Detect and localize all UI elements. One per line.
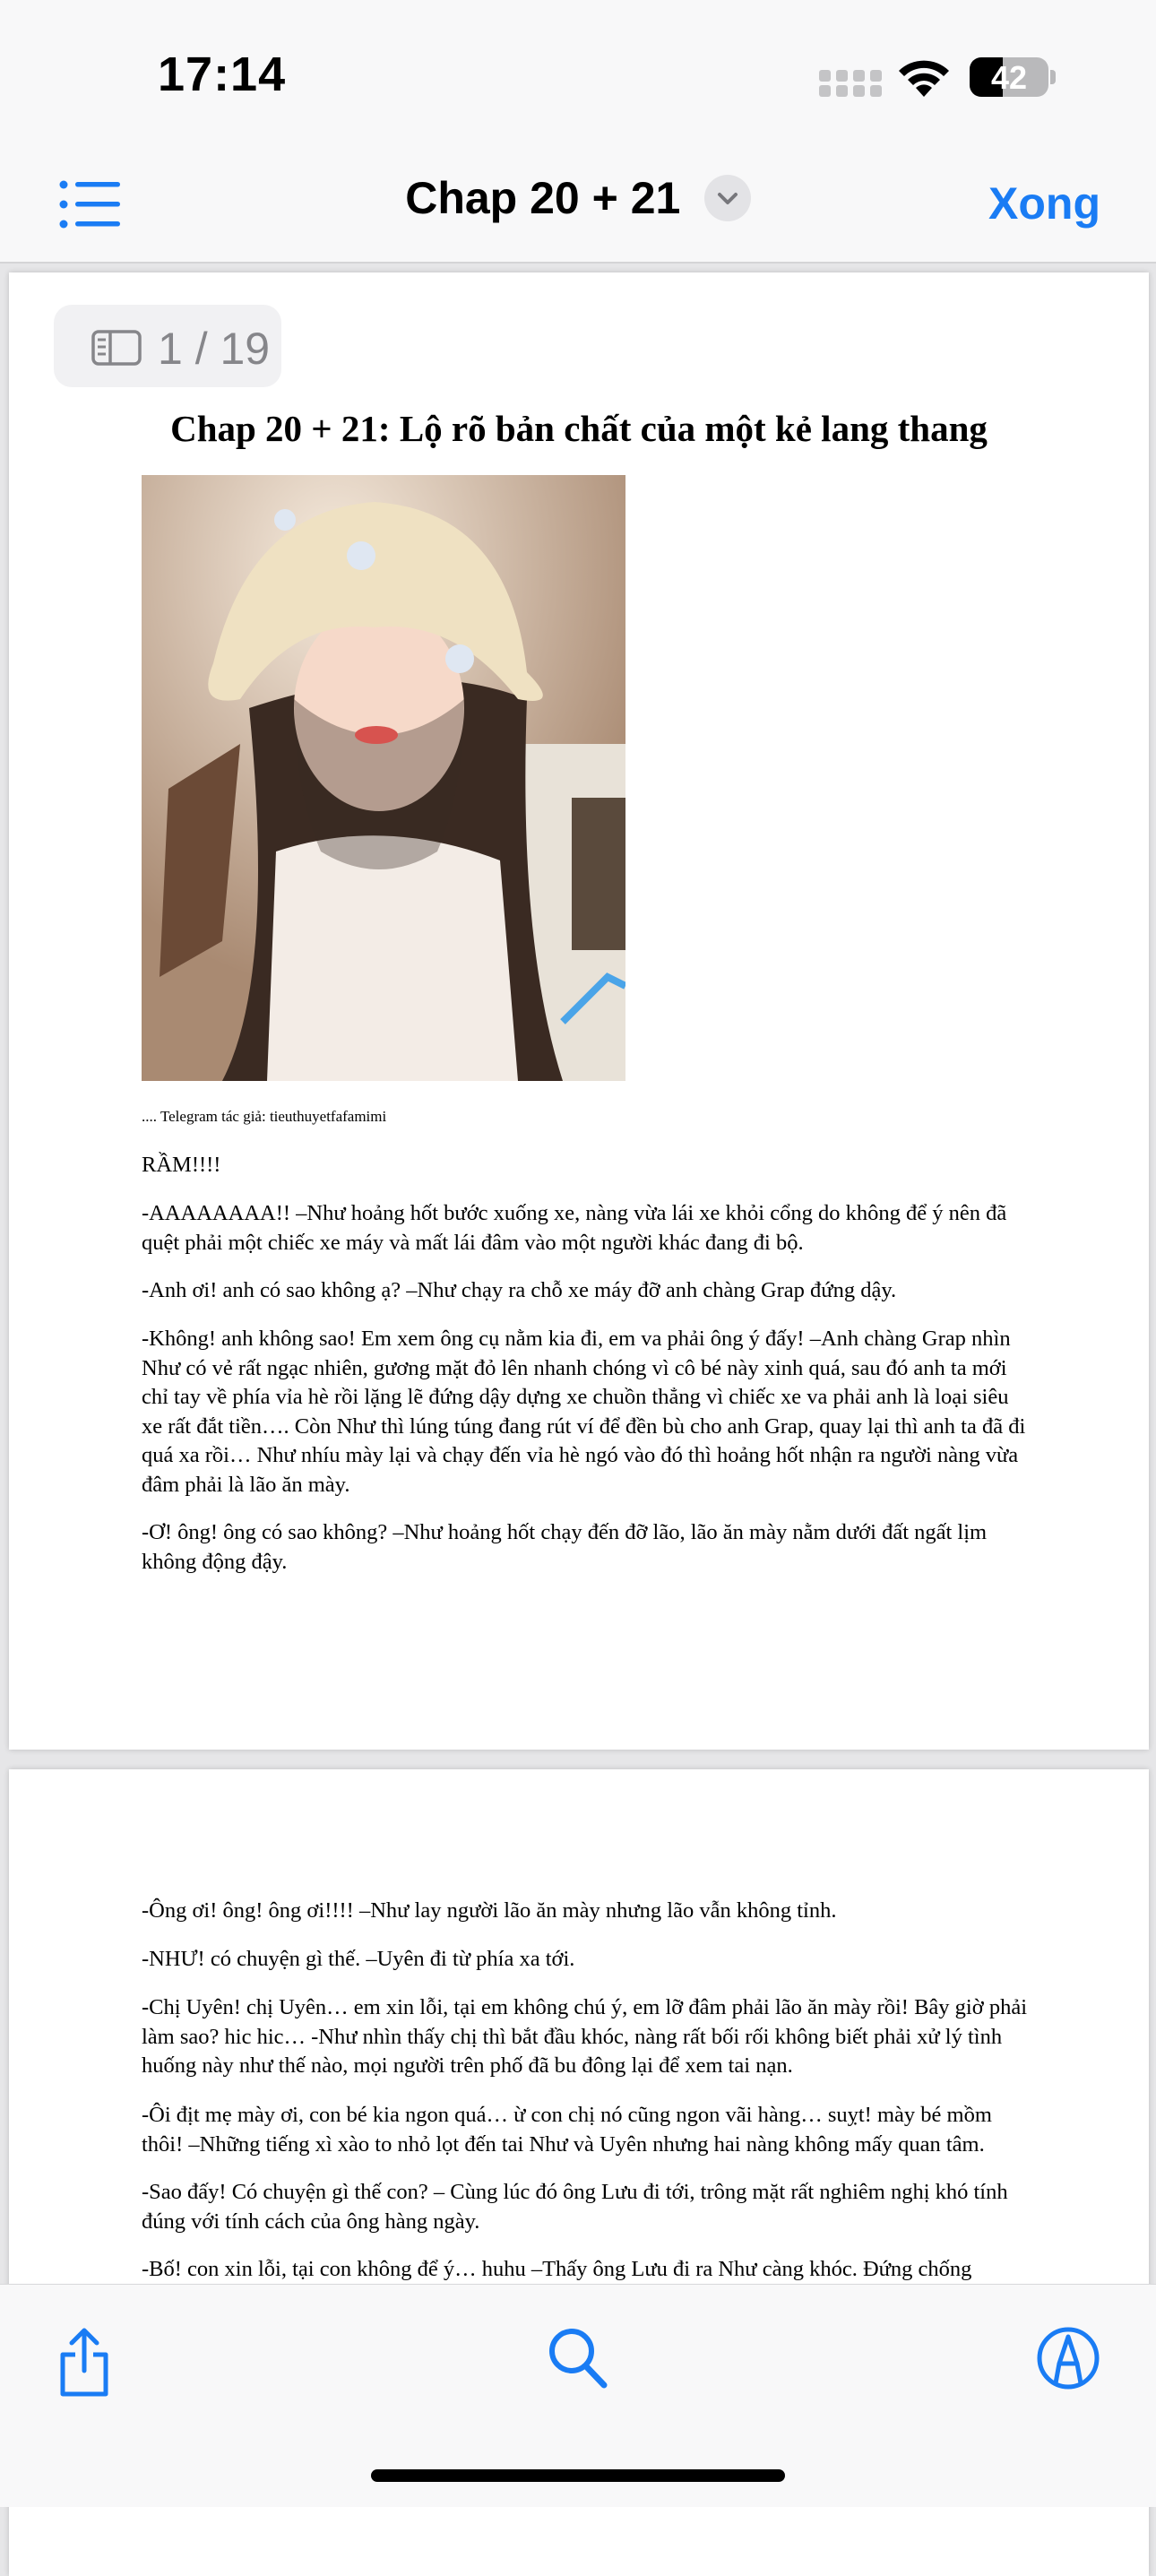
paragraph: -Anh ơi! anh có sao không ạ? –Như chạy ra chỗ xe máy đỡ anh chàng Grap đứng dậy. [142, 1278, 897, 1302]
page-indicator[interactable] [54, 305, 281, 387]
share-icon[interactable] [56, 2326, 113, 2399]
wifi-icon [896, 57, 952, 99]
nav-title[interactable]: Chap 20 + 21 [405, 173, 681, 223]
bottom-toolbar [0, 2284, 1156, 2507]
paragraph: -Chị Uyên! chị Uyên… em xin lỗi, tại em không chú ý, em lỡ đâm phải lão ăn mày rồi! Bây giờ phải làm sao? hic hic… -Như nhìn thấy chị thì bắt đầu khóc, nàng rất bối rối không biết phải xử lý tình huống này như thế nào, mọi người trên phố đã bu đông lại để xem tai nạn. [142, 1995, 1028, 2078]
status-time: 17:14 [158, 48, 287, 101]
battery-tip [1050, 70, 1056, 84]
done-button[interactable]: Xong [988, 178, 1100, 229]
title-menu[interactable] [0, 172, 1156, 224]
cellular-signal-icon [819, 70, 884, 97]
document-page-1[interactable] [9, 272, 1149, 1750]
paragraph: RẦM!!!! [142, 1153, 221, 1177]
paragraph: -Ôi địt mẹ mày ơi, con bé kia ngon quá… ừ con chị nó cũng ngon vãi hàng… suỵt! mày bé mồm thôi! –Những tiếng xì xào to nhỏ lọt đến tai Như và Uyên nhưng hai nàng không mấy quan tâm. [142, 2103, 992, 2157]
paragraph: -Sao đấy! Có chuyện gì thế con? – Cùng lúc đó ông Lưu đi tới, trông mặt rất nghiêm nghị khó tính đúng với tính cách của ông hàng ngày. [142, 2180, 1008, 2234]
search-icon[interactable] [547, 2326, 609, 2390]
document-title: Chap 20 + 21: Lộ rõ bản chất của một kẻ lang thang [170, 408, 988, 449]
paragraph: -Ơ! ông! ông có sao không? –Như hoảng hốt chạy đến đỡ lão, lão ăn mày nằm dưới đất ngất lịm không động đậy. [142, 1520, 988, 1574]
markup-icon[interactable] [1036, 2326, 1100, 2390]
status-bar [0, 0, 1156, 152]
paragraph: -Không! anh không sao! Em xem ông cụ nằm kia đi, em va phải ông ý đấy! –Anh chàng Grap nhìn Như có vẻ rất ngạc nhiên, gương mặt đỏ lên nhanh chóng vì cô bé này xinh quá, sau đó anh ta mới chỉ tay về phía vỉa hè rồi lặng lẽ đứng dậy dựng xe chuồn thẳng vì chiếc xe va phải anh là loại siêu xe rất đắt tiền…. Còn Như thì lúng túng đang rút ví để đền bù cho anh Grap, quay lại thì anh ta đã đi quá xa rồi… Như nhíu mày lại và chạy đến vỉa hè ngó vào đó thì hoảng hốt nhận ra người nàng vừa đâm phải là lão ăn mày. [142, 1327, 1026, 1497]
battery-level: 42 [990, 59, 1028, 96]
paragraph: -NHƯ! có chuyện gì thế. –Uyên đi từ phía xa tới. [142, 1947, 575, 1971]
paragraph: -Bố! con xin lỗi, tại con không để ý… huhu –Thấy ông Lưu đi ra Như càng khóc. Đứng chống [142, 2257, 972, 2281]
paragraph: -AAAAAAAA!! –Như hoảng hốt bước xuống xe, nàng vừa lái xe khỏi cổng do không để ý nên đã quệt phải một chiếc xe máy và mất lái đâm vào một người khác đang đi bộ. [142, 1201, 1007, 1255]
navigation-bar [0, 152, 1156, 264]
chevron-down-icon[interactable] [704, 175, 751, 221]
document-photo [142, 475, 625, 1081]
document-caption: .... Telegram tác giả: tieuthuyetfafamimi [142, 1108, 387, 1125]
paragraph: -Ông ơi! ông! ông ơi!!!! –Như lay người lão ăn mày nhưng lão vẫn không tỉnh. [142, 1898, 837, 1923]
page-indicator-text: 1 / 19 [158, 324, 271, 374]
sidebar-icon [91, 330, 142, 366]
battery-icon [970, 57, 1048, 97]
home-indicator [371, 2469, 785, 2482]
